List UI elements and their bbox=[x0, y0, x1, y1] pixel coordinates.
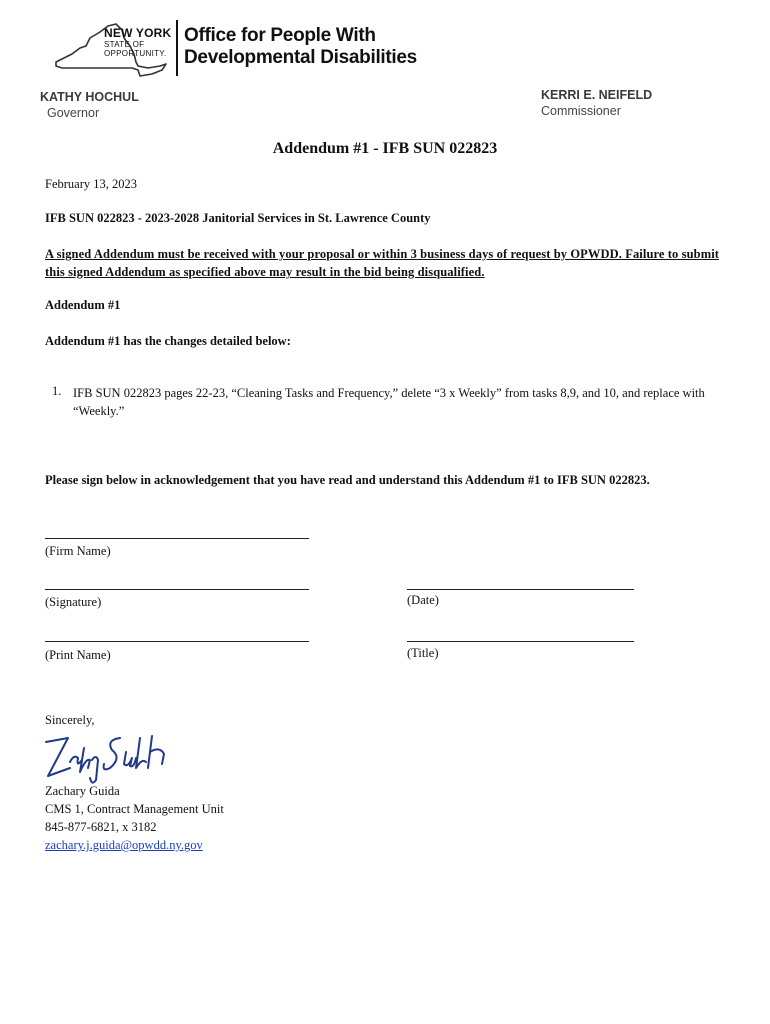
sender-role: CMS 1, Contract Management Unit bbox=[45, 802, 224, 816]
document-date: February 13, 2023 bbox=[45, 177, 137, 191]
changes-intro: Addendum #1 has the changes detailed below: bbox=[45, 334, 291, 348]
change-item-number: 1. bbox=[52, 384, 62, 398]
date-line[interactable] bbox=[407, 589, 634, 590]
state-logo-line2: STATE OF bbox=[104, 40, 145, 49]
addendum-heading: Addendum #1 bbox=[45, 298, 121, 312]
document-subject: IFB SUN 022823 - 2023-2028 Janitorial Services in St. Lawrence County bbox=[45, 211, 431, 225]
change-item-text: IFB SUN 022823 pages 22-23, “Cleaning Tasks and Frequency,” delete “3 x Weekly” from tasks 8,9, and 10, and replace with “Weekly.” bbox=[73, 386, 705, 418]
acknowledgement-text: Please sign below in acknowledgement that you have read and understand this Addendum #1 to IFB SUN 022823. bbox=[45, 473, 650, 487]
agency-name-line2: Developmental Disabilities bbox=[184, 47, 417, 68]
submission-notice: A signed Addendum must be received with your proposal or within 3 business days of request by OPWDD. Failure to submit this signed Addendum as specified above may result in the bid being disqualified. bbox=[45, 247, 720, 279]
commissioner-title: Commissioner bbox=[541, 104, 621, 118]
sender-name: Zachary Guida bbox=[45, 784, 120, 798]
sender-email-link[interactable]: zachary.j.guida@opwdd.ny.gov bbox=[45, 838, 203, 852]
handwritten-signature bbox=[40, 728, 175, 788]
closing-salutation: Sincerely, bbox=[45, 713, 95, 727]
governor-title: Governor bbox=[47, 106, 100, 120]
agency-name bbox=[184, 25, 417, 69]
firm-name-line[interactable] bbox=[45, 538, 309, 539]
governor-name: KATHY HOCHUL bbox=[40, 90, 139, 104]
document-title: Addendum #1 - IFB SUN 022823 bbox=[272, 140, 498, 157]
sender-phone: 845-877-6821, x 3182 bbox=[45, 820, 157, 834]
commissioner-name: KERRI E. NEIFELD bbox=[541, 88, 653, 102]
firm-name-label: (Firm Name) bbox=[45, 544, 111, 558]
agency-name-line1: Office for People With bbox=[184, 25, 376, 46]
state-logo-text bbox=[104, 27, 171, 58]
title-label: (Title) bbox=[407, 646, 439, 660]
state-logo-line1: NEW YORK bbox=[104, 26, 172, 40]
date-label: (Date) bbox=[407, 593, 439, 607]
title-line[interactable] bbox=[407, 641, 634, 642]
print-name-line[interactable] bbox=[45, 641, 309, 642]
logo-divider bbox=[176, 20, 178, 76]
print-name-label: (Print Name) bbox=[45, 648, 111, 662]
signature-line[interactable] bbox=[45, 589, 309, 590]
state-logo-line3: OPPORTUNITY. bbox=[104, 49, 167, 58]
signature-label: (Signature) bbox=[45, 595, 102, 609]
